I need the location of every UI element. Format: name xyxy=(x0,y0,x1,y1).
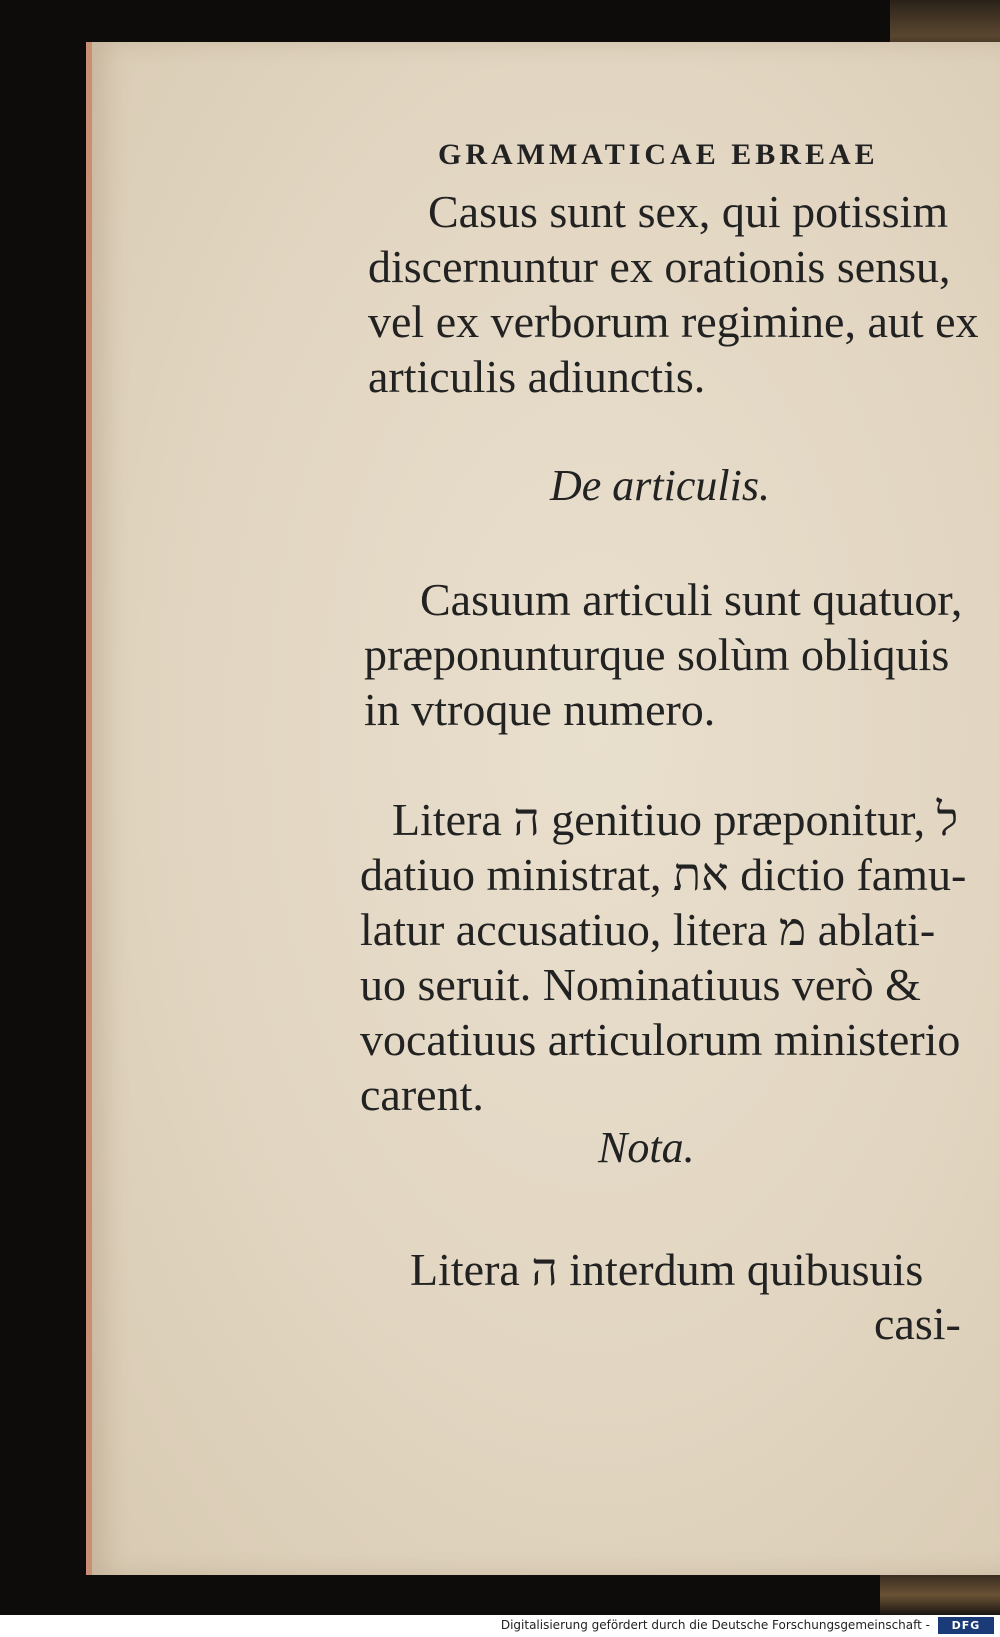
section-heading-de-articulis: De articulis. xyxy=(550,461,770,510)
paragraph-1-line-2: discernuntur ex orationis sensu, xyxy=(368,241,951,292)
paragraph-3-line-6: carent. xyxy=(360,1069,484,1120)
paragraph-2-line-2: præponunturque solùm obliquis xyxy=(364,629,950,680)
paragraph-1-line-1: Casus sunt sex, qui potissim xyxy=(428,186,949,237)
paragraph-3-line-5: vocatiuus articulorum ministerio xyxy=(360,1014,961,1065)
paragraph-3-line-1: Litera ה genitiuo præponitur, ל xyxy=(392,794,959,845)
digitization-footer xyxy=(0,1615,1000,1637)
paragraph-1-line-4: articulis adiunctis. xyxy=(368,351,706,402)
paragraph-3-line-4: uo seruit. Nominatiuus verò & xyxy=(360,959,921,1010)
paragraph-3-line-2: datiuo ministrat, את dictio famu- xyxy=(360,849,967,900)
running-head: GRAMMATICAE EBREAE xyxy=(438,138,879,171)
dfg-logo-icon: DFG xyxy=(938,1617,994,1634)
paragraph-2-line-1: Casuum articuli sunt quatuor, xyxy=(420,574,963,625)
paragraph-3-line-3: latur accusatiuo, litera מ ablati- xyxy=(360,904,936,955)
footer-credit: Digitalisierung gefördert durch die Deutsche Forschungsgemeinschaft - xyxy=(500,1618,930,1632)
paragraph-2-line-3: in vtroque numero. xyxy=(364,684,716,735)
book-page xyxy=(86,42,1000,1575)
section-heading-nota: Nota. xyxy=(598,1123,695,1172)
paragraph-4-line-1: Litera ה interdum quibusuis xyxy=(410,1244,924,1295)
catchword: casi- xyxy=(874,1298,961,1349)
paragraph-1-line-3: vel ex verborum regimine, aut ex xyxy=(368,296,979,347)
book-spine-bottom xyxy=(880,1575,1000,1615)
